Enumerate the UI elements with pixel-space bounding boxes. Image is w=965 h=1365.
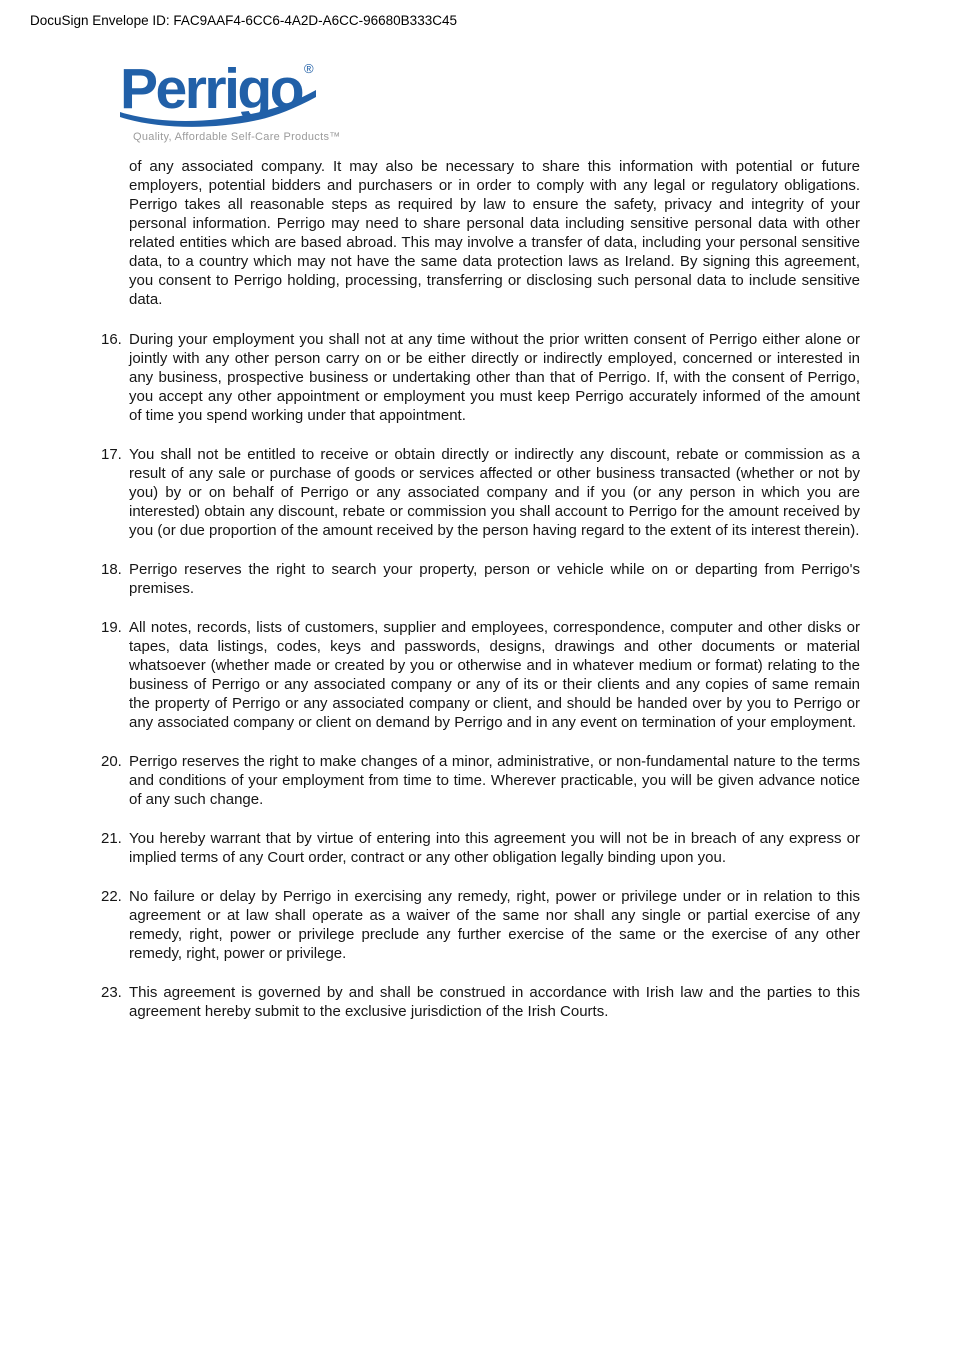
clause-list <box>101 330 860 1021</box>
clause-20 <box>101 752 860 809</box>
clause-number: 18. <box>101 561 122 578</box>
intro-paragraph: of any associated company. It may also be necessary to share this information with potential or future employers, potential bidders and purchasers or in order to comply with any legal or regulatory obligations. Perrigo takes all reasonable steps as required by law to ensure the safety, privacy and integrity of your personal information. Perrigo may need to share personal data including sensitive personal data with other related entities which are based abroad. This may involve a transfer of data, including your personal sensitive data, to a country which may not have the same data protection laws as Ireland. By signing this agreement, you consent to Perrigo holding, processing, transferring or disclosing such personal data to include sensitive data. <box>129 158 860 308</box>
clause-text: You hereby warrant that by virtue of entering into this agreement you will not be in breach of any express or implied terms of any Court order, contract or any other obligation legally binding upon you. <box>129 830 860 866</box>
clause-number: 22. <box>101 888 122 905</box>
clause-text: No failure or delay by Perrigo in exercising any remedy, right, power or privilege under or in relation to this agreement or at law shall operate as a waiver of the same nor shall any single or partial exercise of any remedy, right, power or privilege preclude any further exercise of the same or the exercise of any other remedy, right, power or privilege. <box>129 888 860 962</box>
perrigo-logo <box>120 56 340 143</box>
clause-22 <box>101 887 860 963</box>
logo-tagline: Quality, Affordable Self-Care Products™ <box>133 131 341 143</box>
clause-text: You shall not be entitled to receive or obtain directly or indirectly any discount, rebate or commission as a result of any sale or purchase of goods or services affected or other business transacted (whether or not by you) by or on behalf of Perrigo or any associated company and if you (or any person in which you are interested) obtain any discount, rebate or commission you shall account to Perrigo for the amount received by you (or due proportion of the amount received by the person having regard to the extent of its interest therein). <box>129 446 860 539</box>
clause-text: All notes, records, lists of customers, supplier and employees, correspondence, computer and other disks or tapes, data listings, codes, keys and passwords, designs, drawings and other documents or material whatsoever (whether made or created by you or otherwise and in whatever medium or format) relating to the business of Perrigo or any associated company or any of its or their clients and any copies of same remain the property of Perrigo or any associated company or client, and should be handed over by you to Perrigo or any associated company or client on demand by Perrigo and in any event on termination of your employment. <box>129 619 860 731</box>
registered-trademark-symbol: ® <box>304 61 314 76</box>
clause-text: This agreement is governed by and shall be construed in accordance with Irish law and the parties to this agreement hereby submit to the exclusive jurisdiction of the Irish Courts. <box>129 984 860 1020</box>
clause-21 <box>101 829 860 867</box>
agreement-body <box>101 157 860 1041</box>
clause-number: 21. <box>101 830 122 847</box>
clause-text: Perrigo reserves the right to make changes of a minor, administrative, or non-fundamental nature to the terms and conditions of your employment from time to time. Wherever practicable, you will be given advance notice of any such change. <box>129 753 860 808</box>
perrigo-wordmark <box>120 56 320 128</box>
clause-23 <box>101 983 860 1021</box>
clause-18 <box>101 560 860 598</box>
clause-number: 20. <box>101 753 122 770</box>
clause-number: 23. <box>101 984 122 1001</box>
clause-number: 17. <box>101 446 122 463</box>
clause-19 <box>101 618 860 732</box>
clause-number: 19. <box>101 619 122 636</box>
clause-number: 16. <box>101 331 122 348</box>
perrigo-brand-text: Perrigo <box>120 57 303 121</box>
clause-text: During your employment you shall not at any time without the prior written consent of Perrigo either alone or jointly with any other person carry on or be either directly or indirectly employed, concerned or interested in any business, prospective business or undertaking other than that of Perrigo. If, with the consent of Perrigo, you accept any other appointment or employment you must keep Perrigo accurately informed of the amount of time you spend working under that appointment. <box>129 331 860 424</box>
clause-text: Perrigo reserves the right to search your property, person or vehicle while on or departing from Perrigo's premises. <box>129 561 860 597</box>
docusign-envelope-id: DocuSign Envelope ID: FAC9AAF4-6CC6-4A2D-A6CC-96680B333C45 <box>30 13 457 28</box>
clause-17 <box>101 445 860 540</box>
clause-16 <box>101 330 860 425</box>
